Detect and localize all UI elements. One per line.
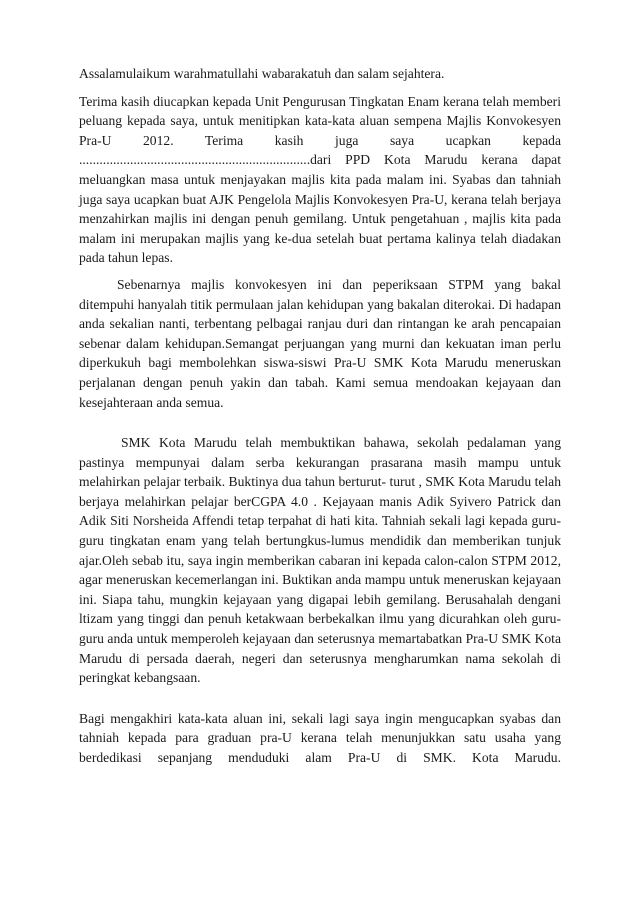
paragraph-closing: Bagi mengakhiri kata-kata aluan ini, sekali lagi saya ingin mengucapkan syabas dan tahniah kepada para graduan pra-U kerana telah menunjukkan satu usaha yang berdedikasi sepanjang menduduki alam Pra-U di SMK. Kota Marudu. <box>79 710 561 765</box>
greeting-line: Assalamulaikum warahmatullahi wabarakatuh dan salam sejahtera. <box>79 66 445 81</box>
paragraph-thanks: Terima kasih diucapkan kepada Unit Pengurusan Tingkatan Enam kerana telah memberi peluang kepada saya, untuk menitipkan kata-kata aluan sempena Majlis Konvokesyen Pra-U 2012. Terima kasih juga saya ucapkan kepada ....................................................................dari PPD Kota Marudu kerana dapat meluangkan masa untuk menjayakan majlis kita pada malam ini. Syabas dan tahniah juga saya ucapkan buat AJK Pengelola Majlis Konvokesyen Pra-U, kerana telah berjaya menzahirkan majlis ini dengan penuh gemilang. Untuk pengetahuan , majlis kita pada malam ini merupakan majlis yang ke-dua setelah buat pertama kalinya telah diadakan pada tahun lepas. <box>79 93 561 266</box>
document-page <box>79 64 561 768</box>
paragraph-school-achievement: SMK Kota Marudu telah membuktikan bahawa, sekolah pedalaman yang pastinya mempunyai dalam serba kekurangan prasarana masih mampu untuk melahirkan pelajar terbaik. Buktinya dua tahun berturut- turut , SMK Kota Marudu telah berjaya melahirkan pelajar berCGPA 4.0 . Kejayaan manis Adik Syivero Patrick dan Adik Siti Norsheida Affendi tetap terpahat di hati kita. Tahniah sekali lagi kepada guru-guru tingkatan enam yang telah bertungkus-lumus mendidik dan memberikan tunjuk ajar.Oleh sebab itu, saya ingin memberikan cabaran ini kepada calon-calon STPM 2012, agar meneruskan kecemerlangan ini. Buktikan anda mampu untuk meneruskan kejayaan ini. Siapa tahu, mungkin kejayaan yang digapai lebih gemilang. Berusahalah dengani ltizam yang tinggi dan penuh ketakwaan berbekalkan ilmu yang dicurahkan oleh guru-guru anda untuk memperoleh kejayaan dan seterusnya memartabatkan Pra-U SMK Kota Marudu di persada daerah, negeri dan seterusnya mengharumkan nama sekolah di peringkat kebangsaan. <box>79 435 561 686</box>
paragraph-convocation: Sebenarnya majlis konvokesyen ini dan peperiksaan STPM yang bakal ditempuhi hanyalah titik permulaan jalan kehidupan yang bakalan diterokai. Di hadapan anda sekalian nanti, terbentang pelbagai ranjau duri dan rintangan ke arah pencapaian sebenar dalam kehidupan.Semangat perjuangan yang murni dan kekuatan iman perlu diperkukuh bagi membolehkan siswa-siswi Pra-U SMK Kota Marudu meneruskan perjalanan dengan penuh yakin dan tabah. Kami semua mendoakan kejayaan dan kesejahteraan anda semua. <box>79 276 561 410</box>
